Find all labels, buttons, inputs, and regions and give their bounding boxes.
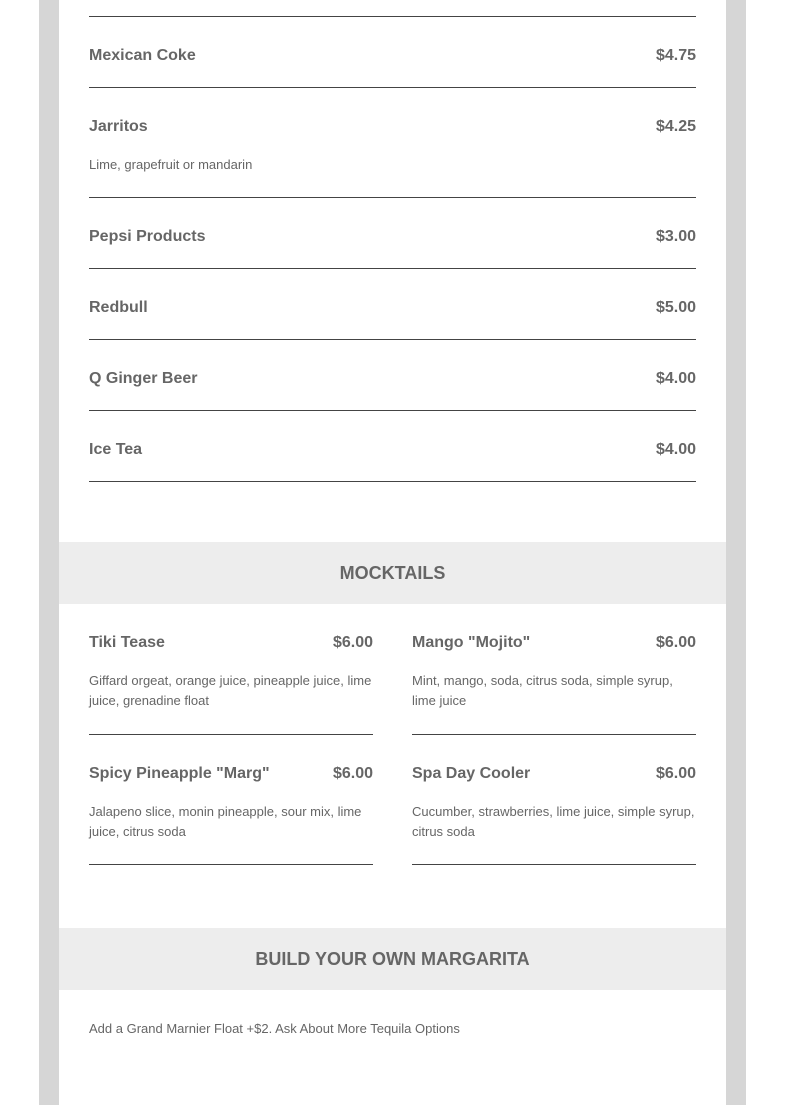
menu-item-tiki-tease[interactable] bbox=[89, 604, 373, 735]
menu-item-q-ginger-beer[interactable] bbox=[89, 340, 696, 411]
drinks-list bbox=[89, 0, 696, 482]
divider bbox=[89, 0, 696, 17]
item-name: Ice Tea bbox=[89, 441, 143, 458]
item-name: Spa Day Cooler bbox=[412, 765, 531, 782]
item-name: Mango "Mojito" bbox=[412, 634, 531, 651]
menu-item-spa-day-cooler[interactable] bbox=[412, 735, 696, 865]
item-description: Cucumber, strawberries, lime juice, simple syrup, citrus soda bbox=[412, 804, 695, 839]
mocktails-grid bbox=[89, 604, 696, 865]
item-price: $6.00 bbox=[332, 765, 373, 782]
item-description: Mint, mango, soda, citrus soda, simple syrup, lime juice bbox=[412, 673, 673, 708]
item-price: $6.00 bbox=[655, 634, 696, 651]
item-description: Lime, grapefruit or mandarin bbox=[89, 157, 253, 172]
item-name: Jarritos bbox=[89, 118, 148, 135]
menu-item-mexican-coke[interactable] bbox=[89, 17, 696, 88]
menu-item-spicy-pineapple-marg[interactable] bbox=[89, 735, 373, 865]
item-name: Mexican Coke bbox=[89, 47, 196, 64]
menu-item-jarritos[interactable] bbox=[89, 88, 696, 198]
item-description: Giffard orgeat, orange juice, pineapple juice, lime juice, grenadine float bbox=[89, 673, 372, 708]
item-price: $6.00 bbox=[655, 765, 696, 782]
item-price: $5.00 bbox=[655, 299, 696, 316]
section-header-mocktails: MOCKTAILS bbox=[59, 542, 726, 604]
section-header-build-your-own-margarita: BUILD YOUR OWN MARGARITA bbox=[59, 928, 726, 990]
item-name: Pepsi Products bbox=[89, 228, 206, 245]
item-price: $4.75 bbox=[655, 47, 696, 64]
item-price: $6.00 bbox=[332, 634, 373, 651]
item-description: Jalapeno slice, monin pineapple, sour mix, lime juice, citrus soda bbox=[89, 804, 362, 839]
menu-item-mango-mojito[interactable] bbox=[412, 604, 696, 735]
margarita-note: Add a Grand Marnier Float +$2. Ask About More Tequila Options bbox=[89, 1021, 460, 1036]
menu-item-ice-tea[interactable] bbox=[89, 411, 696, 482]
menu-item-pepsi-products[interactable] bbox=[89, 198, 696, 269]
item-price: $4.00 bbox=[655, 441, 696, 458]
item-price: $3.00 bbox=[655, 228, 696, 245]
menu-item-redbull[interactable] bbox=[89, 269, 696, 340]
item-name: Q Ginger Beer bbox=[89, 370, 198, 387]
item-name: Redbull bbox=[89, 299, 148, 316]
item-price: $4.25 bbox=[655, 118, 696, 135]
item-name: Spicy Pineapple "Marg" bbox=[89, 765, 270, 782]
item-price: $4.00 bbox=[655, 370, 696, 387]
item-name: Tiki Tease bbox=[89, 634, 165, 651]
